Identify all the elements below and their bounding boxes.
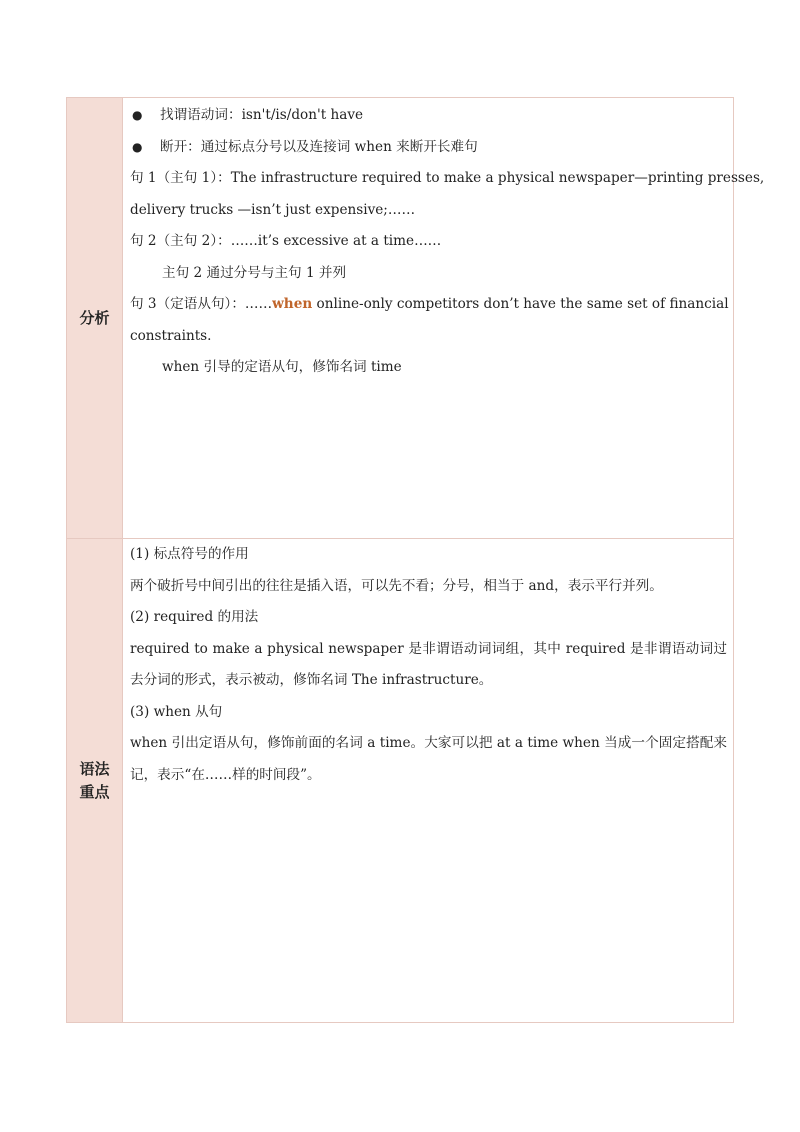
sentence-1-line-1 <box>130 163 765 195</box>
sentence-3-prefix: …… <box>244 296 273 312</box>
grammar-label-cell <box>67 539 123 1023</box>
sentence-2-line <box>130 226 727 258</box>
sentence-3-text: online-only competitors don’t have the same set of financial <box>312 296 729 312</box>
predicate-bullet-label: 找谓语动词： <box>160 107 242 123</box>
grammar-point-2-text: required to make a physical newspaper 是非谓语动词词组，其中 required 是非谓语动词过去分词的形式，表示被动，修饰名词 The infrastructure。 <box>130 640 727 688</box>
bullet-dot-icon: ● <box>132 139 143 154</box>
analysis-label: 分析 <box>79 308 110 327</box>
analysis-label-cell <box>67 98 123 539</box>
sentence-2-text: ……it’s excessive at a time…… <box>230 233 442 249</box>
sentence-3-note: when 引导的定语从句，修饰名词 time <box>162 359 402 375</box>
grammar-label-line-2: 重点 <box>79 782 110 801</box>
grammar-point-2-title: (2) required 的用法 <box>130 609 259 625</box>
split-bullet <box>130 132 727 164</box>
grammar-point-1-title: (1) 标点符号的作用 <box>130 546 249 562</box>
split-bullet-label: 断开： <box>160 138 201 155</box>
grammar-label-line-1: 语法 <box>79 759 110 778</box>
sentence-3-label: 句 3（定语从句）： <box>130 296 245 312</box>
sentence-3-line-2: constraints. <box>130 327 212 344</box>
sentence-3-line-1 <box>130 289 727 321</box>
sentence-1-text: The infrastructure required to make a physical newspaper—printing presses, <box>230 170 765 186</box>
sentence-1-line-2: delivery trucks —isn’t just expensive;…… <box>130 201 416 218</box>
grammar-point-3-title: (3) when 从句 <box>130 703 223 720</box>
sentence-2-label: 句 2（主句 2）： <box>130 233 231 249</box>
grammar-content <box>123 539 734 1023</box>
when-highlight: when <box>272 296 313 312</box>
analysis-table <box>66 97 765 1023</box>
split-bullet-text: 通过标点分号以及连接词 when 来断开长难句 <box>200 138 478 155</box>
bullet-dot-icon: ● <box>132 108 143 122</box>
predicate-bullet <box>130 100 727 132</box>
grammar-point-1-text: 两个破折号中间引出的往往是插入语，可以先不看；分号，相当于 and，表示平行并列。 <box>130 577 663 594</box>
grammar-row <box>67 539 734 1023</box>
sentence-1-label: 句 1（主句 1）： <box>130 170 231 186</box>
grammar-point-3-text: when 引出定语从句，修饰前面的名词 a time。大家可以把 at a time when 当成一个固定搭配来记，表示“在……样的时间段”。 <box>130 735 727 783</box>
sentence-2-note: 主句 2 通过分号与主句 1 并列 <box>162 264 347 281</box>
predicate-bullet-text: isn't/is/don't have <box>241 107 364 123</box>
analysis-row <box>67 98 734 539</box>
analysis-content <box>123 98 765 539</box>
